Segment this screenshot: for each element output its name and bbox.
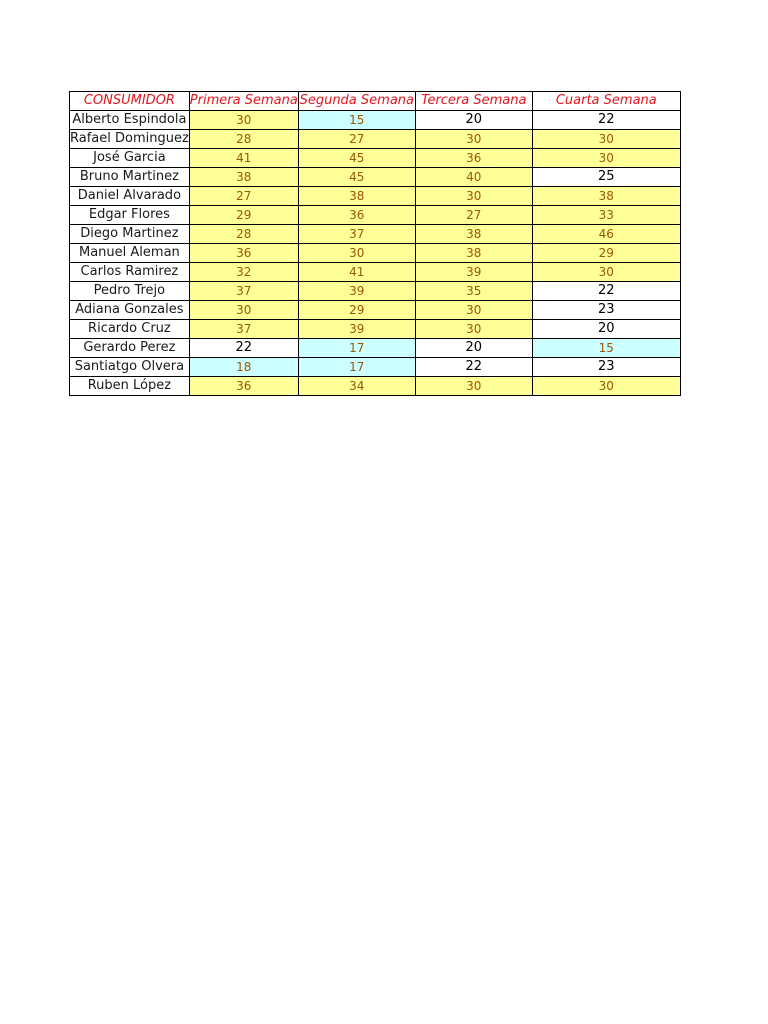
- week-4-cell[interactable]: 20: [532, 320, 680, 339]
- week-4-cell[interactable]: 38: [532, 187, 680, 206]
- week-1-cell[interactable]: 28: [189, 130, 298, 149]
- week-3-cell[interactable]: 20: [415, 339, 532, 358]
- table-row: [70, 339, 681, 358]
- header-tercera-semana[interactable]: Tercera Semana: [415, 92, 532, 111]
- week-2-cell[interactable]: 38: [298, 187, 415, 206]
- week-4-cell[interactable]: 22: [532, 111, 680, 130]
- consumer-name-cell[interactable]: Carlos Ramirez: [70, 263, 190, 282]
- week-4-cell[interactable]: 30: [532, 149, 680, 168]
- table-row: [70, 130, 681, 149]
- week-1-cell[interactable]: 36: [189, 244, 298, 263]
- week-2-cell[interactable]: 15: [298, 111, 415, 130]
- week-1-cell[interactable]: 30: [189, 301, 298, 320]
- week-4-cell[interactable]: 22: [532, 282, 680, 301]
- week-2-cell[interactable]: 34: [298, 377, 415, 396]
- week-2-cell[interactable]: 36: [298, 206, 415, 225]
- week-3-cell[interactable]: 30: [415, 377, 532, 396]
- consumer-weekly-table: [69, 91, 681, 396]
- week-3-cell[interactable]: 35: [415, 282, 532, 301]
- table-row: [70, 263, 681, 282]
- week-3-cell[interactable]: 39: [415, 263, 532, 282]
- week-3-cell[interactable]: 38: [415, 244, 532, 263]
- week-2-cell[interactable]: 37: [298, 225, 415, 244]
- week-1-cell[interactable]: 30: [189, 111, 298, 130]
- week-1-cell[interactable]: 28: [189, 225, 298, 244]
- consumer-name-cell[interactable]: Diego Martinez: [70, 225, 190, 244]
- week-3-cell[interactable]: 27: [415, 206, 532, 225]
- week-4-cell[interactable]: 29: [532, 244, 680, 263]
- week-2-cell[interactable]: 39: [298, 282, 415, 301]
- consumer-name-cell[interactable]: Ruben López: [70, 377, 190, 396]
- week-2-cell[interactable]: 30: [298, 244, 415, 263]
- consumer-name-cell[interactable]: Adiana Gonzales: [70, 301, 190, 320]
- table-row: [70, 111, 681, 130]
- week-1-cell[interactable]: 27: [189, 187, 298, 206]
- week-2-cell[interactable]: 17: [298, 358, 415, 377]
- week-4-cell[interactable]: 25: [532, 168, 680, 187]
- week-1-cell[interactable]: 18: [189, 358, 298, 377]
- week-3-cell[interactable]: 20: [415, 111, 532, 130]
- week-1-cell[interactable]: 37: [189, 282, 298, 301]
- week-4-cell[interactable]: 30: [532, 263, 680, 282]
- week-4-cell[interactable]: 33: [532, 206, 680, 225]
- header-cuarta-semana[interactable]: Cuarta Semana: [532, 92, 680, 111]
- week-2-cell[interactable]: 17: [298, 339, 415, 358]
- table-row: [70, 206, 681, 225]
- week-1-cell[interactable]: 32: [189, 263, 298, 282]
- week-3-cell[interactable]: 22: [415, 358, 532, 377]
- table-row: [70, 149, 681, 168]
- week-2-cell[interactable]: 27: [298, 130, 415, 149]
- week-1-cell[interactable]: 22: [189, 339, 298, 358]
- week-1-cell[interactable]: 29: [189, 206, 298, 225]
- week-3-cell[interactable]: 40: [415, 168, 532, 187]
- consumer-name-cell[interactable]: Rafael Dominguez: [70, 130, 190, 149]
- table-row: [70, 282, 681, 301]
- consumer-name-cell[interactable]: Santiatgo Olvera: [70, 358, 190, 377]
- week-3-cell[interactable]: 36: [415, 149, 532, 168]
- week-4-cell[interactable]: 30: [532, 130, 680, 149]
- week-4-cell[interactable]: 46: [532, 225, 680, 244]
- week-1-cell[interactable]: 38: [189, 168, 298, 187]
- week-4-cell[interactable]: 30: [532, 377, 680, 396]
- week-1-cell[interactable]: 37: [189, 320, 298, 339]
- consumer-name-cell[interactable]: Daniel Alvarado: [70, 187, 190, 206]
- consumer-name-cell[interactable]: Gerardo Perez: [70, 339, 190, 358]
- week-3-cell[interactable]: 30: [415, 320, 532, 339]
- header-primera-semana[interactable]: Primera Semana: [189, 92, 298, 111]
- week-3-cell[interactable]: 30: [415, 130, 532, 149]
- consumer-name-cell[interactable]: Alberto Espindola: [70, 111, 190, 130]
- week-1-cell[interactable]: 36: [189, 377, 298, 396]
- week-4-cell[interactable]: 23: [532, 358, 680, 377]
- week-2-cell[interactable]: 45: [298, 168, 415, 187]
- consumer-name-cell[interactable]: José Garcia: [70, 149, 190, 168]
- week-2-cell[interactable]: 39: [298, 320, 415, 339]
- table-row: [70, 301, 681, 320]
- week-3-cell[interactable]: 38: [415, 225, 532, 244]
- consumer-name-cell[interactable]: Pedro Trejo: [70, 282, 190, 301]
- header-segunda-semana[interactable]: Segunda Semana: [298, 92, 415, 111]
- table-row: [70, 168, 681, 187]
- week-2-cell[interactable]: 45: [298, 149, 415, 168]
- consumer-name-cell[interactable]: Bruno Martinez: [70, 168, 190, 187]
- week-3-cell[interactable]: 30: [415, 301, 532, 320]
- header-consumidor[interactable]: CONSUMIDOR: [70, 92, 190, 111]
- table-row: [70, 377, 681, 396]
- table-row: [70, 187, 681, 206]
- week-3-cell[interactable]: 30: [415, 187, 532, 206]
- week-1-cell[interactable]: 41: [189, 149, 298, 168]
- table-body: [70, 111, 681, 396]
- week-2-cell[interactable]: 29: [298, 301, 415, 320]
- consumer-name-cell[interactable]: Ricardo Cruz: [70, 320, 190, 339]
- consumer-name-cell[interactable]: Manuel Aleman: [70, 244, 190, 263]
- week-4-cell[interactable]: 23: [532, 301, 680, 320]
- week-4-cell[interactable]: 15: [532, 339, 680, 358]
- consumer-name-cell[interactable]: Edgar Flores: [70, 206, 190, 225]
- table-row: [70, 320, 681, 339]
- table-row: [70, 244, 681, 263]
- table-row: [70, 225, 681, 244]
- header-row: [70, 92, 681, 111]
- week-2-cell[interactable]: 41: [298, 263, 415, 282]
- table-row: [70, 358, 681, 377]
